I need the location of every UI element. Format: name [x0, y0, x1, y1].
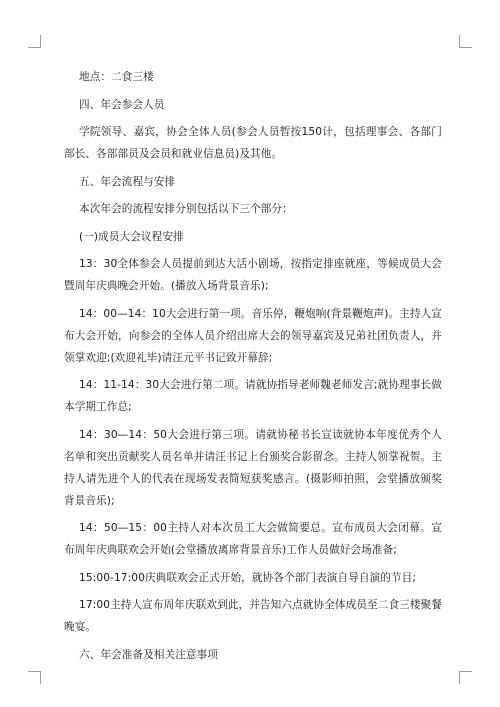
location-line: 地点：二食三楼 — [79, 71, 154, 83]
agenda-item-1450: 14：50—15：00主持人对本次员工大会做简要总。宣布成员大会闭幕。宣布周年庆典联欢会开始(会堂播放离席背景音乐)工作人员做好会场准备; — [64, 522, 442, 556]
schedule-intro: 本次年会的流程安排分别包括以下三个部分： — [79, 203, 293, 215]
agenda-item-1430: 14：30—14：50大会进行第三项。请就协秘书长宣读就协本年度优秀个人名单和突出贡献奖人员名单并请汪书记上台颁奖合影留念。主持人领掌祝贺。主持人请先进个人的代表在现场发表简短获奖感言。(摄影师拍照，会堂播放颁奖背景音乐); — [64, 428, 442, 507]
agenda-item-1400: 14：00—14：10大会进行第一项。音乐停，鞭炮响(背景鞭炮声)。主持人宣布大会开始，向参会的全体人员介绍出席大会的领导嘉宾及兄弟社团负责人，并领掌欢迎;(欢迎礼毕)请汪元平书记致开幕辞; — [64, 307, 442, 364]
agenda-item-1411: 14：11-14：30大会进行第二项。请就协指导老师魏老师发言;就协理事长做本学期工作总; — [64, 379, 442, 413]
section-heading-attendees: 四、年会参会人员 — [79, 98, 165, 111]
section-heading-schedule: 五、年会流程与安排 — [79, 175, 176, 188]
agenda-item-1330: 13：30全体参会人员提前到达大活小剧场，按指定排座就座，等候成员大会暨周年庆典晚会开始。(播放入场背景音乐); — [64, 258, 442, 292]
crop-mark-top-right — [459, 35, 472, 48]
agenda-item-1500: 15:00-17:00庆典联欢会正式开始，就协各个部门表演自导自演的节目; — [79, 571, 416, 584]
attendees-paragraph: 学院领导、嘉宾，协会全体人员(参会人员暂按150计，包括理事会、各部门部长、各部部员及会员和就业信息员)及其他。 — [64, 126, 442, 160]
subsection-heading-agenda: (一)成员大会议程安排 — [79, 230, 184, 243]
document-body — [64, 66, 442, 671]
section-heading-preparation: 六、年会准备及相关注意事项 — [79, 648, 219, 661]
crop-mark-bottom-left — [28, 671, 41, 684]
crop-mark-top-left — [28, 35, 41, 48]
crop-mark-bottom-right — [459, 671, 472, 684]
agenda-item-1700: 17:00主持人宣布周年庆联欢到此，并告知六点就协全体成员至二食三楼聚餐晚宴。 — [64, 599, 442, 633]
